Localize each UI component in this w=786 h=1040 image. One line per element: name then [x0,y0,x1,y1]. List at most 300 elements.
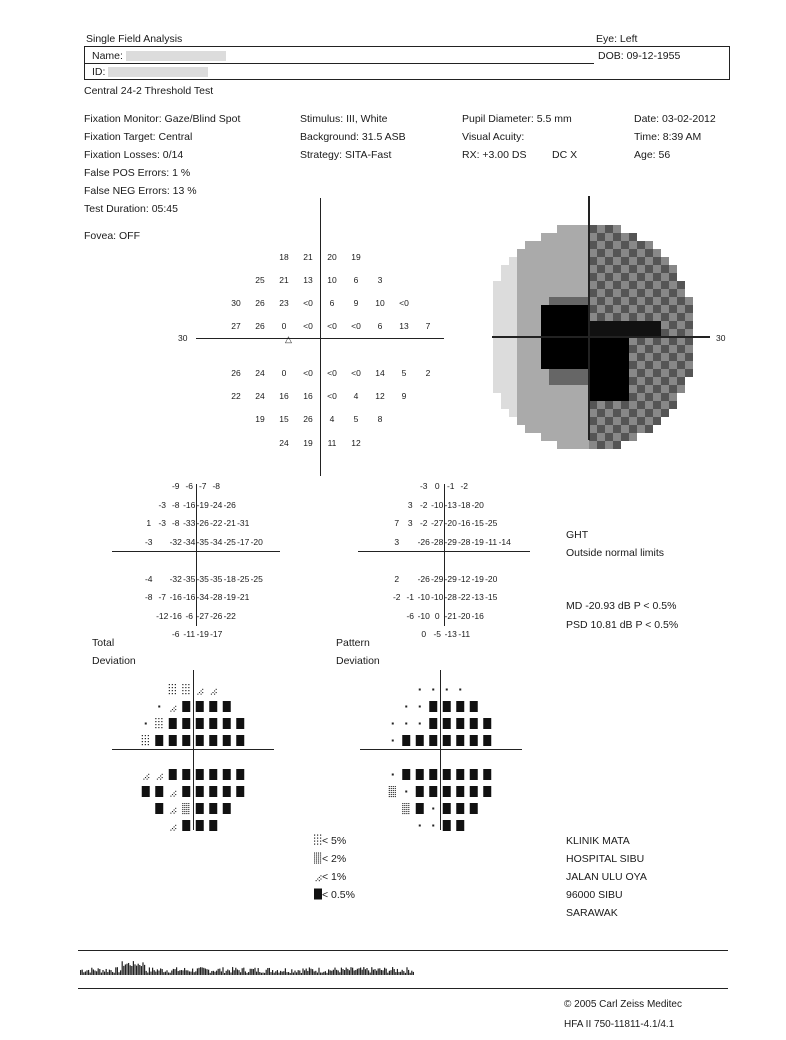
gaze-bar [328,969,329,975]
total-deviation-value: -32 [169,536,182,547]
address-line-5: SARAWAK [566,907,618,919]
gaze-bar [406,967,407,975]
threshold-value: 5 [401,367,407,378]
gaze-bar [128,963,129,975]
threshold-value: <0 [303,367,313,378]
gaze-bar [227,969,228,975]
threshold-value: 19 [303,437,313,448]
gaze-bar [109,970,110,975]
pattern-deviation-value: -16 [458,518,471,528]
gaze-bar [299,971,300,975]
gaze-bar [310,969,311,975]
gaze-bar [136,966,137,975]
gaze-bar [155,972,156,975]
gaze-bar [238,970,239,975]
total-deviation-value: -21 [223,518,236,528]
gaze-bar [147,973,148,975]
gaze-bar [182,970,183,975]
gaze-bar [211,971,212,975]
total-deviation-value: -27 [196,610,209,621]
gaze-bar [200,967,201,975]
gaze-bar [218,969,219,975]
gaze-bar [365,969,366,975]
gaze-bar [286,972,287,975]
gaze-bar [168,972,169,975]
gaze-bar [144,965,145,975]
gaze-bar [138,964,139,975]
threshold-value: 6 [353,274,359,285]
pattern-deviation-value: -2 [419,518,428,528]
gaze-bar [232,967,233,975]
gaze-bar [245,971,246,975]
gaze-bar [125,964,126,975]
total-deviation-value: -26 [210,610,223,621]
pattern-deviation-value: -19 [471,536,484,547]
gaze-bar [251,969,252,975]
gaze-bar [122,961,123,975]
threshold-value: 8 [377,414,383,425]
pattern-deviation-value: -1 [406,592,415,602]
threshold-value: 0 [281,321,287,332]
gaze-bar [165,972,166,975]
gaze-bar [386,969,387,975]
gaze-bar [277,970,278,975]
gaze-bar [243,968,244,975]
threshold-value: <0 [351,367,361,378]
gaze-bar [298,970,299,975]
gaze-bar [278,973,279,975]
legend-5pct: < 5% [322,835,347,847]
total-deviation-value: -22 [223,610,236,621]
threshold-value: 4 [353,390,359,401]
pattern-deviation-value: -11 [458,629,471,639]
gaze-bar [370,973,371,975]
grayscale-axis-label: 30 [716,333,726,343]
gaze-bar [98,968,99,975]
gaze-bar [261,973,262,975]
gaze-bar [205,969,206,975]
threshold-value: <0 [399,297,409,308]
total-deviation-value: -8 [212,481,221,491]
gaze-bar [88,970,89,975]
gaze-bar [178,971,179,975]
test-name: Central 24-2 Threshold Test [84,85,214,97]
gaze-bar [382,970,383,975]
gaze-bar [254,968,255,975]
gaze-bar [106,969,107,975]
gaze-bar [131,966,132,975]
threshold-value: 26 [255,297,265,308]
gaze-bar [312,969,313,975]
gaze-bar [339,972,340,975]
gaze-bar [202,967,203,975]
pattern-deviation-value: -27 [431,518,444,528]
id-label: ID: [92,66,106,78]
threshold-value: 22 [231,390,241,401]
pattern-deviation-value: -10 [417,592,430,602]
gaze-bar [320,973,321,975]
pattern-deviation-value: -19 [471,573,484,584]
total-deviation-value: -21 [237,592,250,602]
test-time: Time: 8:39 AM [634,131,702,143]
address-line-4: 96000 SIBU [566,889,623,901]
threshold-value: <0 [303,297,313,308]
gaze-bar [142,962,143,975]
ght-value: Outside normal limits [566,547,665,559]
total-deviation-value: -34 [183,536,196,547]
gaze-bar [133,961,134,975]
fixation-target: Fixation Target: Central [84,131,193,143]
gaze-bar [101,973,102,975]
total-deviation-value: -18 [223,573,236,584]
gaze-bar [350,967,351,975]
threshold-value: 25 [255,274,265,285]
address-line-1: KLINIK MATA [566,835,630,847]
gaze-bar [82,970,83,975]
total-deviation-value: -9 [171,481,180,491]
gaze-bar [290,973,291,975]
pattern-deviation-value: -25 [485,518,498,528]
gaze-bar [162,969,163,975]
pattern-deviation-value: -20 [485,573,498,584]
gaze-bar [389,971,390,975]
pattern-deviation-value: -15 [471,518,484,528]
gaze-bar [362,970,363,975]
gaze-bar [123,966,124,975]
test-duration: Test Duration: 05:45 [84,203,178,215]
gaze-bar [373,970,374,975]
gaze-bar [152,968,153,975]
gaze-bar [330,970,331,975]
threshold-value: 26 [303,414,313,425]
total-deviation-value: -8 [171,518,180,528]
pattern-deviation-value: 2 [394,573,400,584]
threshold-value: 24 [279,437,289,448]
total-deviation-value: -8 [171,499,180,510]
gaze-bar [280,971,281,975]
address-line-3: JALAN ULU OYA [566,871,647,883]
gaze-bar [141,966,142,975]
total-deviation-value: -35 [196,573,209,584]
total-deviation-value: -33 [183,518,196,528]
gaze-bar [222,967,223,975]
gaze-bar [390,970,391,975]
gaze-bar [117,967,118,975]
gaze-bar [379,968,380,975]
gaze-bar [219,969,220,975]
gaze-bar [158,971,159,975]
gaze-bar [306,969,307,975]
total-deviation-value: -20 [250,536,263,547]
total-deviation-value: -16 [183,499,196,510]
threshold-value: 7 [425,321,431,332]
threshold-axis-label: 30 [178,333,188,343]
gaze-bar [334,968,335,975]
threshold-value: <0 [351,321,361,332]
gaze-bar [120,970,121,975]
pattern-deviation-value: -15 [485,592,498,602]
gaze-bar [184,968,185,975]
name-label: Name: [92,50,123,62]
threshold-value: 10 [375,297,385,308]
pattern-deviation-value: -16 [471,610,484,621]
gaze-bar [363,967,364,975]
gaze-bar [400,972,401,975]
gaze-bar [326,973,327,975]
gaze-bar [357,969,358,975]
pattern-deviation-value: -13 [444,629,457,639]
gaze-bar [269,968,270,975]
pattern-deviation-value: 0 [434,481,440,491]
gaze-bar [309,967,310,975]
threshold-value: 19 [351,251,361,262]
gaze-bar [166,970,167,975]
gaze-bar [410,973,411,975]
patient-age: Age: 56 [634,149,671,161]
pattern-deviation-value: -18 [458,499,471,510]
gaze-bar [189,971,190,975]
threshold-value: 2 [425,367,431,378]
threshold-value: <0 [303,321,313,332]
legend-05pct: < 0.5% [322,889,355,901]
pattern-deviation-value: 3 [407,499,413,510]
total-deviation-value: -16 [169,592,182,602]
threshold-value: 21 [303,251,313,262]
pattern-deviation-value: -13 [444,499,457,510]
gaze-bar [293,972,294,975]
pattern-label-2: Deviation [336,655,380,667]
total-deviation-value: -19 [223,592,236,602]
pattern-deviation-value: -5 [433,629,442,639]
gaze-bar [112,972,113,975]
gaze-bar [93,969,94,975]
fovea: Fovea: OFF [84,230,141,242]
gaze-bar [80,970,81,975]
pattern-deviation-value: -28 [444,592,457,602]
gaze-bar [107,972,108,975]
threshold-value: 4 [329,414,335,425]
total-deviation-value: -12 [156,610,169,621]
pattern-deviation-value: 0 [434,610,440,621]
gaze-bar [170,973,171,975]
threshold-value: 14 [375,367,385,378]
gaze-bar [314,971,315,975]
gaze-bar [210,973,211,975]
threshold-value: 6 [329,297,335,308]
threshold-value: 9 [401,390,407,401]
gaze-bar [160,968,161,975]
gaze-bar [304,970,305,975]
total-label: Total [92,637,115,649]
gaze-bar [99,969,100,975]
gaze-bar [198,968,199,975]
total-deviation-value: -19 [196,499,209,510]
gaze-bar [190,972,191,975]
gaze-bar [266,970,267,975]
gaze-bar [86,970,87,975]
gaze-bar [349,970,350,975]
gaze-bar [392,967,393,975]
gaze-bar [230,972,231,975]
pattern-deviation-value: -22 [458,592,471,602]
gaze-bar [384,968,385,975]
pattern-deviation-value: 7 [394,518,400,528]
gaze-bar [154,970,155,975]
gaze-bar [403,971,404,975]
total-deviation-value: -6 [171,629,180,639]
threshold-value: 21 [279,274,289,285]
gaze-bar [397,969,398,975]
md-index: MD -20.93 dB P < 0.5% [566,600,677,612]
pattern-deviation-value: -2 [392,592,401,602]
gaze-bar [371,967,372,975]
gaze-bar [237,969,238,975]
gaze-bar [102,970,103,975]
gaze-bar [413,972,414,975]
total-deviation-value: -3 [144,536,153,547]
pattern-deviation-value: -20 [444,518,457,528]
pattern-deviation-value: -26 [417,536,430,547]
rx: RX: +3.00 DS [462,149,527,161]
gaze-bar [214,972,215,975]
pattern-deviation-value: -10 [431,499,444,510]
gaze-bar [235,968,236,975]
gaze-bar [197,968,198,975]
gaze-bar [126,964,127,975]
gaze-bar [250,969,251,975]
threshold-value: 26 [255,321,265,332]
gaze-bar [176,967,177,975]
pattern-deviation-value: 3 [407,518,413,528]
pattern-deviation-value: -12 [458,573,471,584]
gaze-bar [139,965,140,975]
gaze-bar [150,972,151,975]
gaze-bar [338,970,339,975]
gaze-bar [179,970,180,975]
gaze-bar [246,973,247,975]
legend-1pct: < 1% [322,871,347,883]
pattern-deviation-value: -26 [417,573,430,584]
gaze-bar [331,971,332,975]
pattern-deviation-value: -29 [444,536,457,547]
gaze-bar [302,968,303,975]
gaze-bar [186,970,187,975]
threshold-value: 23 [279,297,289,308]
total-deviation-value: -19 [196,629,209,639]
gaze-bar [187,970,188,975]
gaze-bar [355,970,356,975]
gaze-bar [253,969,254,975]
gaze-bar [157,969,158,975]
false-pos-errors: False POS Errors: 1 % [84,167,191,179]
gaze-bar [216,971,217,975]
gaze-bar [173,969,174,975]
gaze-bar [381,970,382,975]
threshold-value: 26 [231,367,241,378]
gaze-bar [206,969,207,975]
gaze-bar [405,973,406,975]
gaze-bar [174,969,175,975]
psd-index: PSD 10.81 dB P < 0.5% [566,619,679,631]
total-deviation-value: -26 [223,499,236,510]
total-deviation-value: -11 [183,629,196,639]
gaze-bar [267,968,268,975]
pupil-diameter: Pupil Diameter: 5.5 mm [462,113,572,125]
gaze-bar [285,968,286,975]
total-deviation-value: -17 [210,629,223,639]
gaze-bar [181,970,182,975]
gaze-bar [315,971,316,975]
gaze-bar [262,973,263,975]
gaze-bar [341,968,342,975]
gaze-bar [307,971,308,975]
threshold-value: 16 [303,390,313,401]
total-deviation-value: -35 [210,573,223,584]
total-deviation-value: -3 [158,518,167,528]
gaze-bar [256,972,257,975]
total-deviation-value: -24 [210,499,223,510]
threshold-value: <0 [327,367,337,378]
pattern-deviation-value: -2 [419,499,428,510]
gaze-bar [387,973,388,975]
total-deviation-value: -6 [185,481,194,491]
gaze-bar [325,971,326,975]
threshold-value: 20 [327,251,337,262]
threshold-value: 12 [375,390,385,401]
gaze-bar [258,968,259,975]
gaze-bar [282,972,283,975]
gaze-bar [195,971,196,975]
gaze-bar [398,972,399,975]
pattern-deviation-value: -10 [417,610,430,621]
threshold-value: 6 [377,321,383,332]
pattern-deviation-value: -29 [444,573,457,584]
gaze-bar [288,972,289,975]
gaze-bar [275,971,276,975]
total-label-2: Deviation [92,655,136,667]
gaze-bar [336,970,337,975]
gaze-bar [272,970,273,975]
gaze-bar [301,973,302,975]
gaze-bar [354,971,355,975]
gaze-bar [408,970,409,975]
gaze-bar [134,964,135,975]
threshold-value: 24 [255,367,265,378]
total-deviation-value: -25 [223,536,236,547]
total-deviation-value: -28 [210,592,223,602]
gaze-bar [115,967,116,975]
fixation-losses: Fixation Losses: 0/14 [84,149,184,161]
threshold-value: 10 [327,274,337,285]
threshold-value: 13 [399,321,409,332]
gaze-bar [96,971,97,975]
gaze-bar [264,973,265,975]
gaze-bar [368,970,369,975]
total-deviation-value: -16 [169,610,182,621]
gaze-bar [333,970,334,975]
total-deviation-value: -8 [144,592,153,602]
pattern-deviation-value: 3 [394,536,400,547]
gaze-bar [149,967,150,975]
pattern-label: Pattern [336,637,370,649]
total-deviation-value: -35 [196,536,209,547]
pattern-deviation-value: -28 [458,536,471,547]
total-deviation-value: -6 [185,610,194,621]
total-deviation-value: 1 [146,518,152,528]
pattern-deviation-value: -11 [485,536,498,547]
threshold-value: <0 [327,390,337,401]
blind-spot-marker: △ [285,334,292,344]
